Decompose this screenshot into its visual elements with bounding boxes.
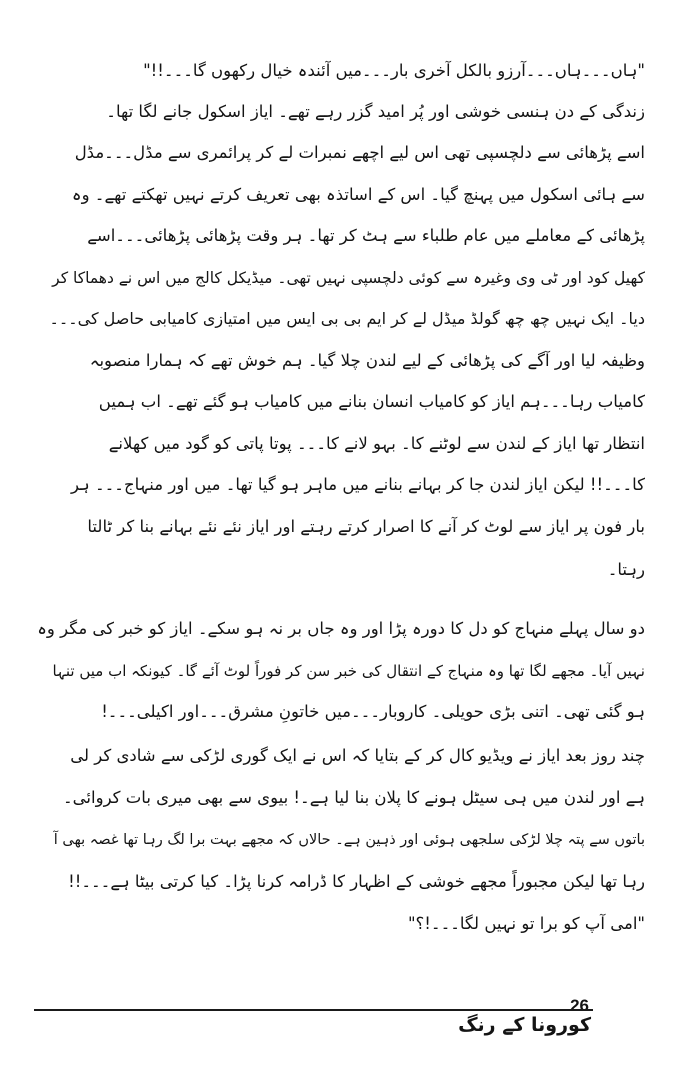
text-line: اسے پڑھائی سے دلچسپی تھی اس لیے اچھے نمبرات لے کر پرائمری سے مڈل۔۔۔مڈل — [74, 143, 645, 162]
text-line: رہا تھا لیکن مجبوراً مجھے خوشی کے اظہار کا ڈرامہ کرنا پڑا۔ کیا کرتی بیٹا ہے۔۔۔!! — [68, 872, 645, 891]
text-line: کھیل کود اور ٹی وی وغیرہ سے کوئی دلچسپی نہیں تھی۔ میڈیکل کالج میں اس نے دھماکا کر — [52, 269, 645, 287]
text-line: دو سال پہلے منہاج کو دل کا دورہ پڑا اور وہ جاں بر نہ ہو سکے۔ ایاز کو خبر کی مگر وہ — [37, 619, 645, 638]
text-line: زندگی کے دن ہنسی خوشی اور پُر امید گزر رہے تھے۔ ایاز اسکول جانے لگا تھا۔ — [106, 102, 645, 121]
book-title: کورونا کے رنگ — [458, 1014, 591, 1036]
text-line: "امی آپ کو برا تو نہیں لگا۔۔۔!؟" — [407, 914, 645, 933]
page-number: 26 — [570, 996, 589, 1015]
text-line: سے ہائی اسکول میں پہنچ گیا۔ اس کے اساتذہ بھی تعریف کرتے نہیں تھکتے تھے۔ وہ — [71, 185, 645, 204]
footer-divider — [34, 1009, 593, 1011]
text-line: بار فون پر ایاز سے لوٹ کر آنے کا اصرار کرتے رہتے اور ایاز نئے نئے بہانے بنا کر ٹالتا — [87, 517, 645, 536]
text-line: ہے اور لندن میں ہی سیٹل ہونے کا پلان بنا لیا ہے۔! بیوی سے بھی میری بات کروائی۔ — [63, 788, 645, 807]
text-line: رہتا۔ — [607, 560, 645, 579]
text-line: وظیفہ لیا اور آگے کی پڑھائی کے لیے لندن چلا گیا۔ ہم خوش تھے کہ ہمارا منصوبہ — [89, 351, 645, 370]
text-line: چند روز بعد ایاز نے ویڈیو کال کر کے بتایا کہ اس نے ایک گوری لڑکی سے شادی کر لی — [70, 746, 645, 765]
text-line: نہیں آیا۔ مجھے لگا تھا وہ منہاج کے انتقال کی خبر سن کر فوراً لوٹ آئے گا۔ کیونکہ اب میں تنہا — [52, 662, 645, 680]
text-line: کامیاب رہا۔۔۔ہم ایاز کو کامیاب انسان بنانے میں کامیاب ہو گئے تھے۔ اب ہمیں — [98, 392, 645, 411]
text-line: دیا۔ ایک نہیں چھ چھ گولڈ میڈل لے کر ایم بی بی ایس میں امتیازی کامیابی حاصل کی۔۔۔ — [49, 309, 645, 328]
text-line: پڑھائی کے معاملے میں عام طلباء سے ہٹ کر تھا۔ ہر وقت پڑھائی پڑھائی۔۔۔اسے — [87, 226, 645, 245]
text-line: "ہاں۔۔۔ہاں۔۔۔آرزو بالکل آخری بار۔۔۔میں آئندہ خیال رکھوں گا۔۔۔!!" — [143, 61, 645, 80]
text-line: ہو گئی تھی۔ اتنی بڑی حویلی۔ کاروبار۔۔۔میں خاتونِ مشرق۔۔۔اور اکیلی۔۔۔! — [101, 702, 645, 721]
text-line: باتوں سے پتہ چلا لڑکی سلجھی ہوئی اور ذہین ہے۔ حالاں کہ مجھے بہت برا لگ رہا تھا غصہ بھی آ — [53, 832, 645, 848]
text-line: انتظار تھا ایاز کے لندن سے لوٹنے کا۔ بہو لانے کا۔۔۔ پوتا پاتی کو گود میں کھلانے — [108, 434, 645, 453]
text-line: کا۔۔۔!! لیکن ایاز لندن جا کر بہانے بنانے میں ماہر ہو گیا تھا۔ میں اور منہاج۔۔۔ ہر — [70, 475, 645, 494]
